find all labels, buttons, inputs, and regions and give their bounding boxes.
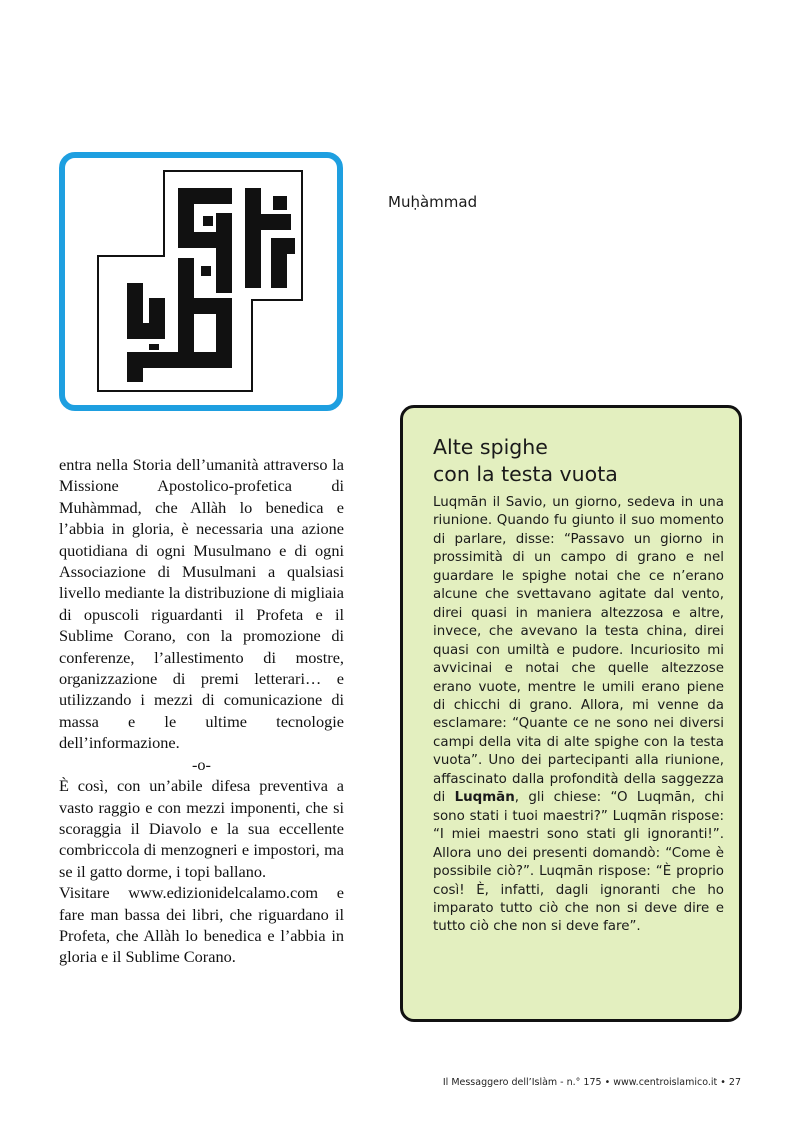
calligraphy-stroke	[203, 216, 213, 226]
muhammad-calligraphy-logo	[65, 158, 337, 405]
calligraphy-stroke	[201, 266, 211, 276]
page-footer	[433, 1077, 741, 1088]
page-number: 27	[728, 1077, 741, 1088]
article-paragraph: entra nella Storia dell’umanità attraverso la Missione Apostolico-profetica di Muhàmmad, che Allàh lo benedica e l’abbia in gloria, è necessaria una azione quotidiana di ogni Musulmano e di ogni Associazione di Musulmani a qualsiasi livello mediante la distribuzione di migliaia di opuscoli riguardanti il Profeta e il Sublime Corano, con la promozione di conferenze, l’allestimento di mostre, organizzazione di premi letterari… e utilizzando i mezzi di comunicazione di massa e le ultime tecnologie dell’informazione.	[59, 455, 344, 753]
bold-name: Luqmān	[454, 790, 515, 806]
calligraphy-stroke	[127, 352, 143, 382]
article-paragraph: Visitare www.edizionidelcalamo.com e fare man bassa dei libri, che riguardano il Profeta, che Allàh lo benedica e l’abbia in gloria e il Sublime Corano.	[59, 883, 344, 967]
calligraphy-stroke	[216, 213, 232, 293]
calligraphy-stroke	[149, 298, 165, 339]
sidebar-story	[433, 494, 724, 937]
calligraphy-stroke	[149, 344, 159, 350]
article-column	[59, 454, 344, 968]
footer-website-link[interactable]: www.centroislamico.it	[613, 1077, 718, 1088]
footer-separator: •	[720, 1077, 726, 1088]
calligraphy-stroke	[245, 188, 261, 288]
sidebar-story-text: Luqmān il Savio, un giorno, sedeva in una riunione. Quando fu giunto il suo momento di parlare, disse: “Passavo un giorno in prossimità di un campo di grano e nel guardare le spighe notai che ce n’erano alcune che svettavano agitate dal vento, direi quasi in maniera altezzosa e altre, invece, che avevano la testa china, direi quasi con umiltà e pudore. Incuriosito mi avvicinai e notai che quelle altezzose erano vuote, mentre le umili erano piene di chicchi di grano. Allora, mi venne da esclamare: “Quante ce ne sono nei diversi campi della vita di alte spighe con la testa vuota”. Uno dei partecipanti alla riunione, affascinato dalla profondità della saggezza di	[433, 495, 724, 806]
calligraphy-stroke	[271, 238, 295, 254]
calligraphy-stroke	[273, 196, 287, 210]
sidebar-title-line: con la testa vuota	[433, 462, 618, 486]
figure-caption: Muḥàmmad	[388, 193, 478, 211]
article-paragraph: È così, con un’abile difesa preventiva a vasto raggio e con mezzi imponenti, che si scoraggia il Diavolo e la sua eccellente combriccola di menzogneri e impostori, ma se il gatto dorme, i topi ballano.	[59, 776, 344, 881]
sidebar-title-line: Alte spighe	[433, 435, 548, 459]
sidebar-title	[433, 434, 724, 488]
calligraphy-stroke	[245, 214, 291, 230]
footer-separator: •	[604, 1077, 611, 1088]
sidebar-box	[400, 405, 742, 1022]
calligraphy-frame	[59, 152, 343, 411]
footer-magazine: Il Messaggero dell’Islàm - n.° 175	[442, 1077, 602, 1088]
sidebar-story-text: , gli chiese: “O Luqmān, chi sono stati i tuoi maestri?” Luqmān rispose: “I miei maestri sono stati gli ignoranti!”. Allora uno dei presenti domandò: “Come è possibile ciò?”. Luqmān rispose: “È proprio così! È, infatti, dagli ignoranti che ho imparato tutto ciò che non si deve dire e tutto ciò che non si deve fare”.	[433, 790, 724, 935]
section-divider: -o-	[192, 754, 211, 774]
